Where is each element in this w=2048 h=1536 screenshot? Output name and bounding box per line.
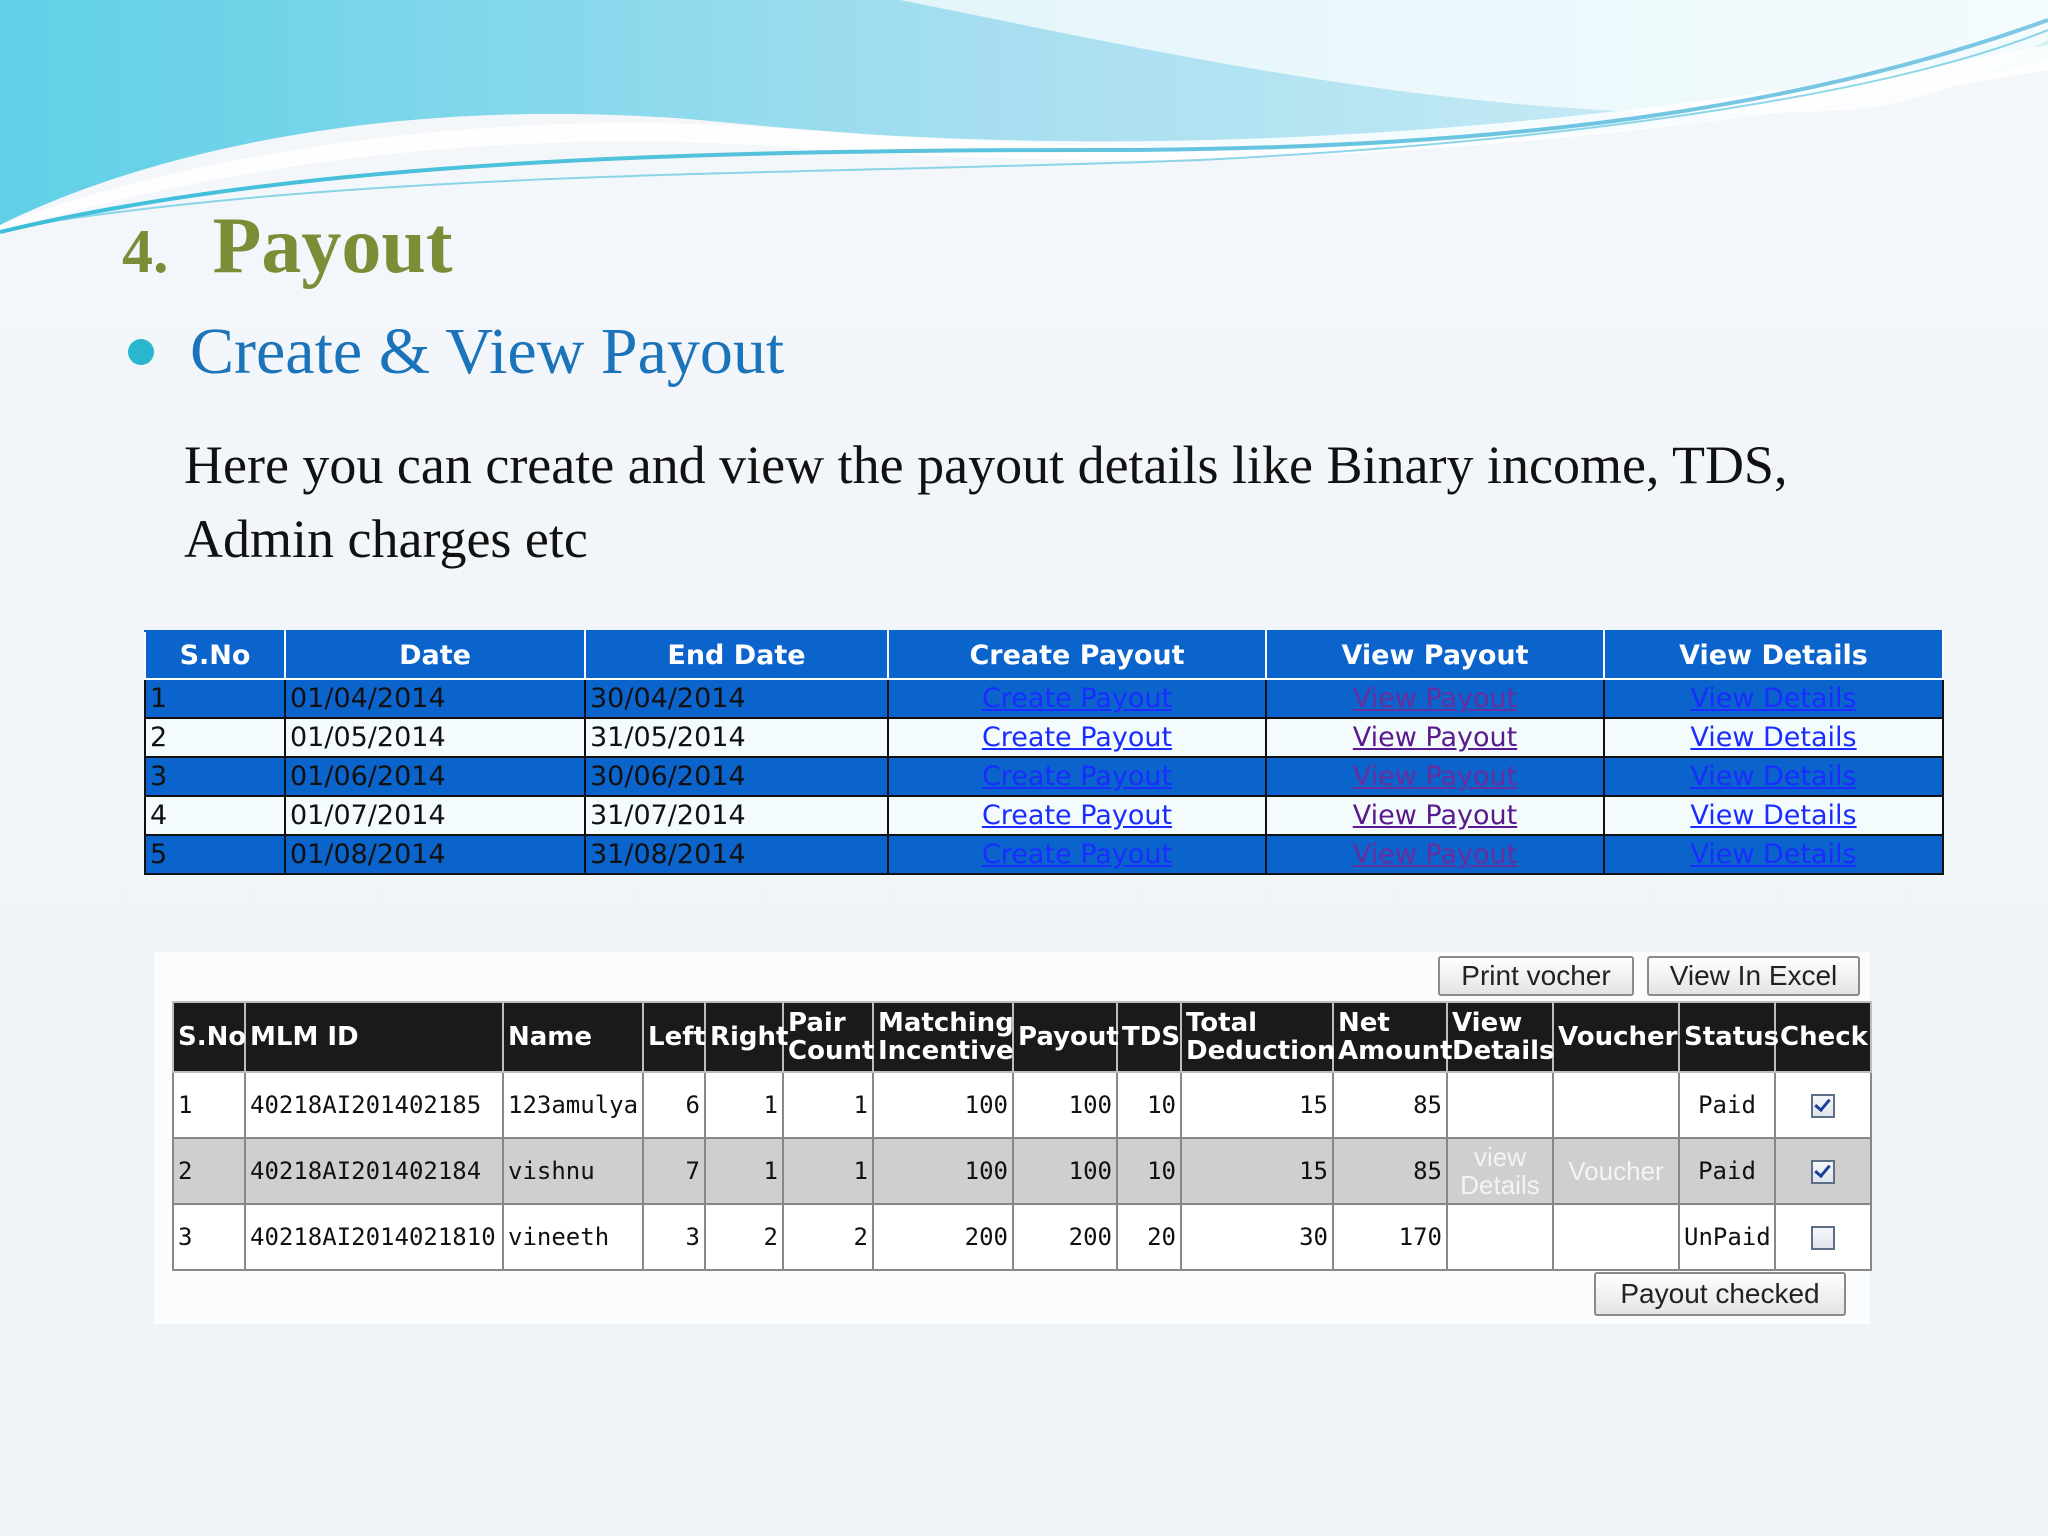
column-header-mlm-id: MLM ID: [245, 1002, 503, 1072]
column-header-date: Date: [285, 631, 585, 679]
view-details-link[interactable]: View Details: [1690, 722, 1857, 753]
cell-voucher: [1553, 1204, 1679, 1270]
cell-left: 3: [643, 1204, 705, 1270]
heading-title: Payout: [212, 202, 453, 290]
create-payout-link[interactable]: Create Payout: [981, 761, 1173, 792]
cell-view-payout: [1266, 679, 1604, 718]
create-payout-link[interactable]: Create Payout: [981, 722, 1173, 753]
header-line: Pair: [788, 1008, 846, 1038]
cell-payout: 100: [1013, 1138, 1117, 1204]
cell-sno: 3: [145, 757, 285, 796]
table-row: [145, 718, 1943, 757]
header-line: Incentive: [878, 1036, 1014, 1066]
view-details-link[interactable]: View Details: [1690, 761, 1857, 792]
cell-sno: 5: [145, 835, 285, 874]
cell-view-payout: [1266, 718, 1604, 757]
view-payout-link[interactable]: View Payout: [1352, 722, 1518, 753]
cell-view-details: [1604, 757, 1943, 796]
cell-pair-count: 1: [783, 1138, 873, 1204]
cell-voucher: [1553, 1138, 1679, 1204]
cell-check: [1775, 1138, 1871, 1204]
cell-total-deduction: 15: [1181, 1072, 1333, 1138]
payout-members-table: [172, 1001, 1872, 1271]
column-header-left: Left: [643, 1002, 705, 1072]
table-header-row: [145, 631, 1943, 679]
create-payout-link[interactable]: Create Payout: [981, 683, 1173, 714]
cell-end-date: 30/04/2014: [585, 679, 888, 718]
column-header-sno: S.No: [145, 631, 285, 679]
header-line: Net: [1338, 1008, 1390, 1038]
cell-sno: 4: [145, 796, 285, 835]
cell-view-payout: [1266, 796, 1604, 835]
cell-net-amount: 170: [1333, 1204, 1447, 1270]
cell-view-details: [1447, 1138, 1553, 1204]
cell-matching-incentive: 100: [873, 1072, 1013, 1138]
cell-left: 6: [643, 1072, 705, 1138]
cell-end-date: 31/05/2014: [585, 718, 888, 757]
cell-status: UnPaid: [1679, 1204, 1775, 1270]
cell-check: [1775, 1204, 1871, 1270]
view-payout-link[interactable]: View Payout: [1352, 839, 1518, 870]
bullet-dot-icon: [128, 339, 154, 365]
link-line: view: [1473, 1142, 1526, 1172]
table-row: [145, 796, 1943, 835]
cell-view-details: [1604, 679, 1943, 718]
header-line: Matching: [878, 1008, 1014, 1038]
column-header-net-amount: [1333, 1002, 1453, 1072]
cell-date: 01/08/2014: [285, 835, 585, 874]
cell-net-amount: 85: [1333, 1138, 1447, 1204]
cell-net-amount: 85: [1333, 1072, 1447, 1138]
column-header-right: Right: [705, 1002, 783, 1072]
bullet-item: [128, 308, 784, 396]
header-line: Details: [1452, 1036, 1555, 1066]
cell-date: 01/06/2014: [285, 757, 585, 796]
cell-end-date: 31/07/2014: [585, 796, 888, 835]
view-payout-link[interactable]: View Payout: [1352, 683, 1518, 714]
column-header-tds: TDS: [1117, 1002, 1181, 1072]
table-row: [173, 1204, 1871, 1270]
cell-date: 01/04/2014: [285, 679, 585, 718]
payout-checked-button[interactable]: Payout checked: [1594, 1272, 1846, 1316]
cell-mlm-id: 40218AI201402184: [245, 1138, 503, 1204]
payout-checkbox[interactable]: [1811, 1226, 1835, 1250]
cell-payout: 100: [1013, 1072, 1117, 1138]
cell-status: Paid: [1679, 1072, 1775, 1138]
cell-sno: 1: [145, 679, 285, 718]
cell-name: vineeth: [503, 1204, 643, 1270]
cell-name: 123amulya: [503, 1072, 643, 1138]
column-header-payout: Payout: [1013, 1002, 1117, 1072]
column-header-pair-count: [783, 1002, 873, 1072]
payout-checkbox[interactable]: [1811, 1160, 1835, 1184]
view-details-link[interactable]: [1460, 1142, 1539, 1200]
cell-pair-count: 2: [783, 1204, 873, 1270]
table-row: [173, 1072, 1871, 1138]
payout-period-table: [144, 630, 1944, 875]
view-payout-link[interactable]: View Payout: [1352, 761, 1518, 792]
table-row: [145, 757, 1943, 796]
cell-left: 7: [643, 1138, 705, 1204]
cell-name: vishnu: [503, 1138, 643, 1204]
cell-tds: 10: [1117, 1072, 1181, 1138]
cell-date: 01/05/2014: [285, 718, 585, 757]
header-line: View: [1452, 1008, 1523, 1038]
header-line: Amount: [1338, 1036, 1453, 1066]
cell-mlm-id: 40218AI2014021810: [245, 1204, 503, 1270]
table-row: [173, 1138, 1871, 1204]
cell-tds: 20: [1117, 1204, 1181, 1270]
description-text: Here you can create and view the payout details like Binary income, TDS, Admin charges etc: [184, 435, 1788, 569]
cell-create-payout: [888, 796, 1266, 835]
cell-view-details: [1604, 718, 1943, 757]
cell-create-payout: [888, 679, 1266, 718]
column-header-view-payout: View Payout: [1266, 631, 1604, 679]
cell-sno: 2: [145, 718, 285, 757]
cell-view-details: [1604, 796, 1943, 835]
cell-pair-count: 1: [783, 1072, 873, 1138]
cell-voucher: [1553, 1072, 1679, 1138]
view-details-link[interactable]: View Details: [1690, 683, 1857, 714]
cell-total-deduction: 15: [1181, 1138, 1333, 1204]
cell-end-date: 31/08/2014: [585, 835, 888, 874]
cell-create-payout: [888, 835, 1266, 874]
cell-tds: 10: [1117, 1138, 1181, 1204]
link-line: Details: [1460, 1170, 1540, 1200]
cell-view-payout: [1266, 757, 1604, 796]
cell-right: 2: [705, 1204, 783, 1270]
header-line: Total: [1186, 1008, 1258, 1038]
cell-create-payout: [888, 718, 1266, 757]
cell-date: 01/07/2014: [285, 796, 585, 835]
cell-right: 1: [705, 1072, 783, 1138]
create-payout-link[interactable]: Create Payout: [981, 839, 1173, 870]
table-row: [145, 835, 1943, 874]
view-details-link[interactable]: View Details: [1690, 839, 1857, 870]
cell-sno: 1: [173, 1072, 245, 1138]
column-header-name: Name: [503, 1002, 643, 1072]
view-payout-link[interactable]: View Payout: [1352, 800, 1518, 831]
header-line: Deduction: [1186, 1036, 1336, 1066]
cell-matching-incentive: 100: [873, 1138, 1013, 1204]
column-header-end-date: End Date: [585, 631, 888, 679]
column-header-view-details: View Details: [1604, 631, 1943, 679]
cell-view-details: [1604, 835, 1943, 874]
cell-mlm-id: 40218AI201402185: [245, 1072, 503, 1138]
cell-payout: 200: [1013, 1204, 1117, 1270]
column-header-view-details: [1447, 1002, 1553, 1072]
cell-view-details: [1447, 1204, 1553, 1270]
print-voucher-button[interactable]: Print vocher: [1438, 956, 1634, 996]
column-header-total-deduction: [1181, 1002, 1336, 1072]
cell-create-payout: [888, 757, 1266, 796]
view-in-excel-button[interactable]: View In Excel: [1647, 956, 1860, 996]
view-details-link[interactable]: View Details: [1690, 800, 1857, 831]
column-header-matching-incentive: [873, 1002, 1013, 1072]
create-payout-link[interactable]: Create Payout: [981, 800, 1173, 831]
table-row: [145, 679, 1943, 718]
cell-check: [1775, 1072, 1871, 1138]
heading-number: 4.: [122, 218, 169, 286]
cell-sno: 2: [173, 1138, 245, 1204]
cell-view-payout: [1266, 835, 1604, 874]
cell-total-deduction: 30: [1181, 1204, 1333, 1270]
table-header-row: [173, 1002, 1871, 1072]
cell-right: 1: [705, 1138, 783, 1204]
bullet-text: Create & View Payout: [190, 315, 785, 388]
payout-checkbox[interactable]: [1811, 1094, 1835, 1118]
column-header-status: Status: [1679, 1002, 1775, 1072]
header-line: Count: [788, 1036, 875, 1066]
voucher-link[interactable]: Voucher: [1568, 1156, 1664, 1186]
cell-sno: 3: [173, 1204, 245, 1270]
column-header-check: Check: [1775, 1002, 1871, 1072]
cell-matching-incentive: 200: [873, 1204, 1013, 1270]
column-header-sno: S.No: [173, 1002, 245, 1072]
column-header-voucher: Voucher: [1553, 1002, 1679, 1072]
cell-view-details: [1447, 1072, 1553, 1138]
cell-status: Paid: [1679, 1138, 1775, 1204]
cell-end-date: 30/06/2014: [585, 757, 888, 796]
column-header-create-payout: Create Payout: [888, 631, 1266, 679]
slide-heading: [122, 196, 453, 302]
